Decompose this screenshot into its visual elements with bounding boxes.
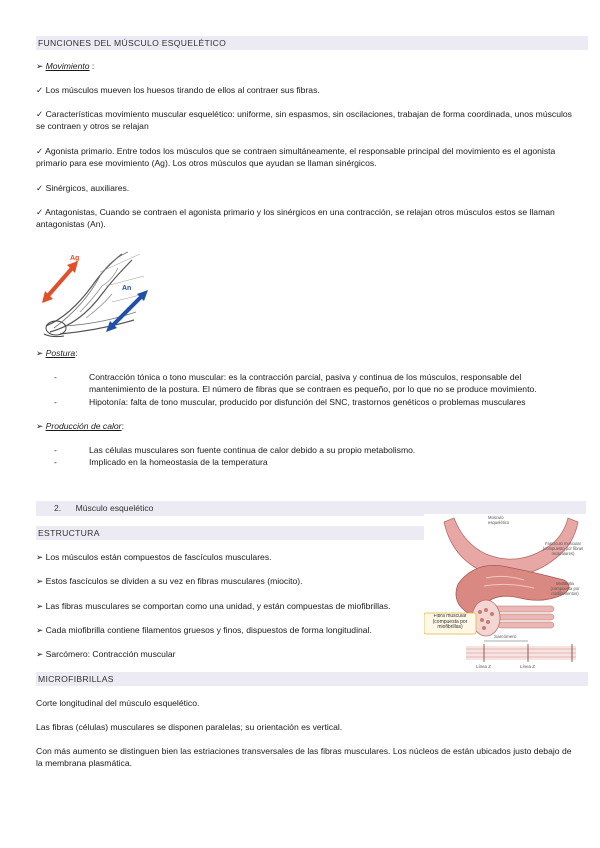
- muscle-structure-figure: [424, 514, 586, 670]
- movimiento-heading: [36, 60, 94, 72]
- section-title: FUNCIONES DEL MÚSCULO ESQUELÉTICO: [38, 38, 227, 48]
- movimiento-p5: ✓ Antagonistas, Cuando se contraen el agonista primario y los sinérgicos en una contracción, se relajan otros músculos estos se llaman antagonistas (An).: [36, 207, 555, 230]
- section-number: 2.: [54, 503, 62, 513]
- calor-list: [36, 444, 556, 469]
- calor-heading: [36, 420, 124, 432]
- microfibrillas-p1: Corte longitudinal del músculo esquelético.: [36, 698, 200, 708]
- movimiento-p3: ✓ Agonista primario. Entre todos los músculos que se contraen simultáneamente, el responsable principal del movimiento es el agonista primario para ese movimiento (Ag). Los otros músculos que ayudan se llaman sinérgicos.: [36, 146, 556, 169]
- arrow-bullet-icon: ➢: [36, 61, 46, 71]
- heading-suffix: :: [121, 421, 124, 431]
- list-item: - Contracción tónica o tono muscular: es la contracción parcial, pasiva y continua de los músculos, responsable del mantenimiento de la postura. El número de fibras que se contraen es pequeño, por lo que no se produce movimiento.: [36, 371, 556, 396]
- list-item-text: Hipotonía: falta de tono muscular, producido por disfunción del SNC, trastornos genéticos o problemas musculares: [89, 396, 526, 407]
- label-musculo: Músculo esquelético: [488, 516, 510, 525]
- section-header: [36, 36, 588, 50]
- heading-suffix: :: [75, 348, 78, 358]
- estructura-item-5: ➢ Sarcómero: Contracción muscular: [36, 649, 176, 659]
- estructura-title: ESTRUCTURA: [38, 528, 100, 538]
- estructura-item-2: ➢ Estos fascículos se dividen a su vez en fibras musculares (miocito).: [36, 576, 303, 586]
- label-linea-z-2: Línea Z: [520, 664, 535, 669]
- estructura-header: [36, 526, 462, 540]
- label-miofibrilla: Miofibrilla (compuesta por miofilamentos): [550, 582, 580, 596]
- postura-heading: [36, 347, 78, 359]
- label-fibra: Fibra muscular (compuesta por miofibrillas): [432, 614, 468, 631]
- estructura-item-4: ➢ Cada miofibrilla contiene filamentos gruesos y finos, dispuestos de forma longitudinal.: [36, 625, 372, 635]
- calor-heading-text: Producción de calor: [45, 421, 122, 431]
- label-ag: Ag: [70, 255, 80, 262]
- list-item-text: Implicado en la homeostasia de la temperatura: [89, 457, 268, 468]
- fiber-bundle: [494, 606, 554, 628]
- estructura-item-3: ➢ Las fibras musculares se comportan como una unidad, y están compuestas de miofibrillas.: [36, 601, 391, 611]
- label-fasciculo: Fascículo muscular (compuesto por fibras musculares): [542, 542, 584, 556]
- arrow-bullet-icon: ➢: [36, 348, 46, 358]
- movimiento-p4: ✓ Sinérgicos, auxiliares.: [36, 183, 130, 193]
- list-item: - Implicado en la homeostasia de la temperatura: [54, 457, 268, 468]
- microfibrillas-header: [36, 672, 588, 686]
- microfibrillas-p3: Con más aumento se distinguen bien las estriaciones transversales de las fibras musculares. Los núcleos de están ubicados justo debajo de la membrana plasmática.: [36, 746, 572, 769]
- estructura-item-1: ➢ Los músculos están compuestos de fascículos musculares.: [36, 552, 272, 562]
- list-item: - Las células musculares son fuente continua de calor debido a su propio metabolismo.: [54, 445, 416, 455]
- heading-suffix: :: [89, 61, 95, 71]
- postura-heading-text: Postura: [45, 348, 76, 358]
- microfibrillas-p2: Las fibras (células) musculares se disponen paralelas; su orientación es vertical.: [36, 722, 343, 732]
- movimiento-p2: ✓ Características movimiento muscular esquelético: uniforme, sin espasmos, sin oscilaciones, trabajan de forma coordinada, unos músculos se contraen y otros se relajan: [36, 109, 572, 132]
- movimiento-heading-text: Movimiento: [45, 61, 90, 71]
- postura-list: [36, 371, 556, 408]
- label-sarcomero: Sarcómero: [494, 634, 517, 639]
- movimiento-p1: ✓ Los músculos mueven los huesos tirando de ellos al contraer sus fibras.: [36, 85, 320, 95]
- label-linea-z-1: Línea Z: [476, 664, 491, 669]
- list-item-text: Las células musculares son fuente continua de calor debido a su propio metabolismo.: [89, 445, 416, 455]
- agonist-antagonist-figure: [40, 246, 152, 338]
- list-item: - Hipotonía: falta de tono muscular, producido por disfunción del SNC, trastornos genéticos o problemas musculares: [54, 396, 526, 407]
- section-2-title: Músculo esquelético: [75, 503, 154, 513]
- label-an: An: [122, 285, 132, 292]
- arrow-bullet-icon: ➢: [36, 421, 46, 431]
- list-item-text: Contracción tónica o tono muscular: es la contracción parcial, pasiva y continua de los músculos, responsable del mantenimiento de la postura. El número de fibras que se contraen es pequeño, por lo que no se produce movimiento.: [89, 372, 537, 395]
- microfibrillas-title: MICROFIBRILLAS: [38, 674, 114, 684]
